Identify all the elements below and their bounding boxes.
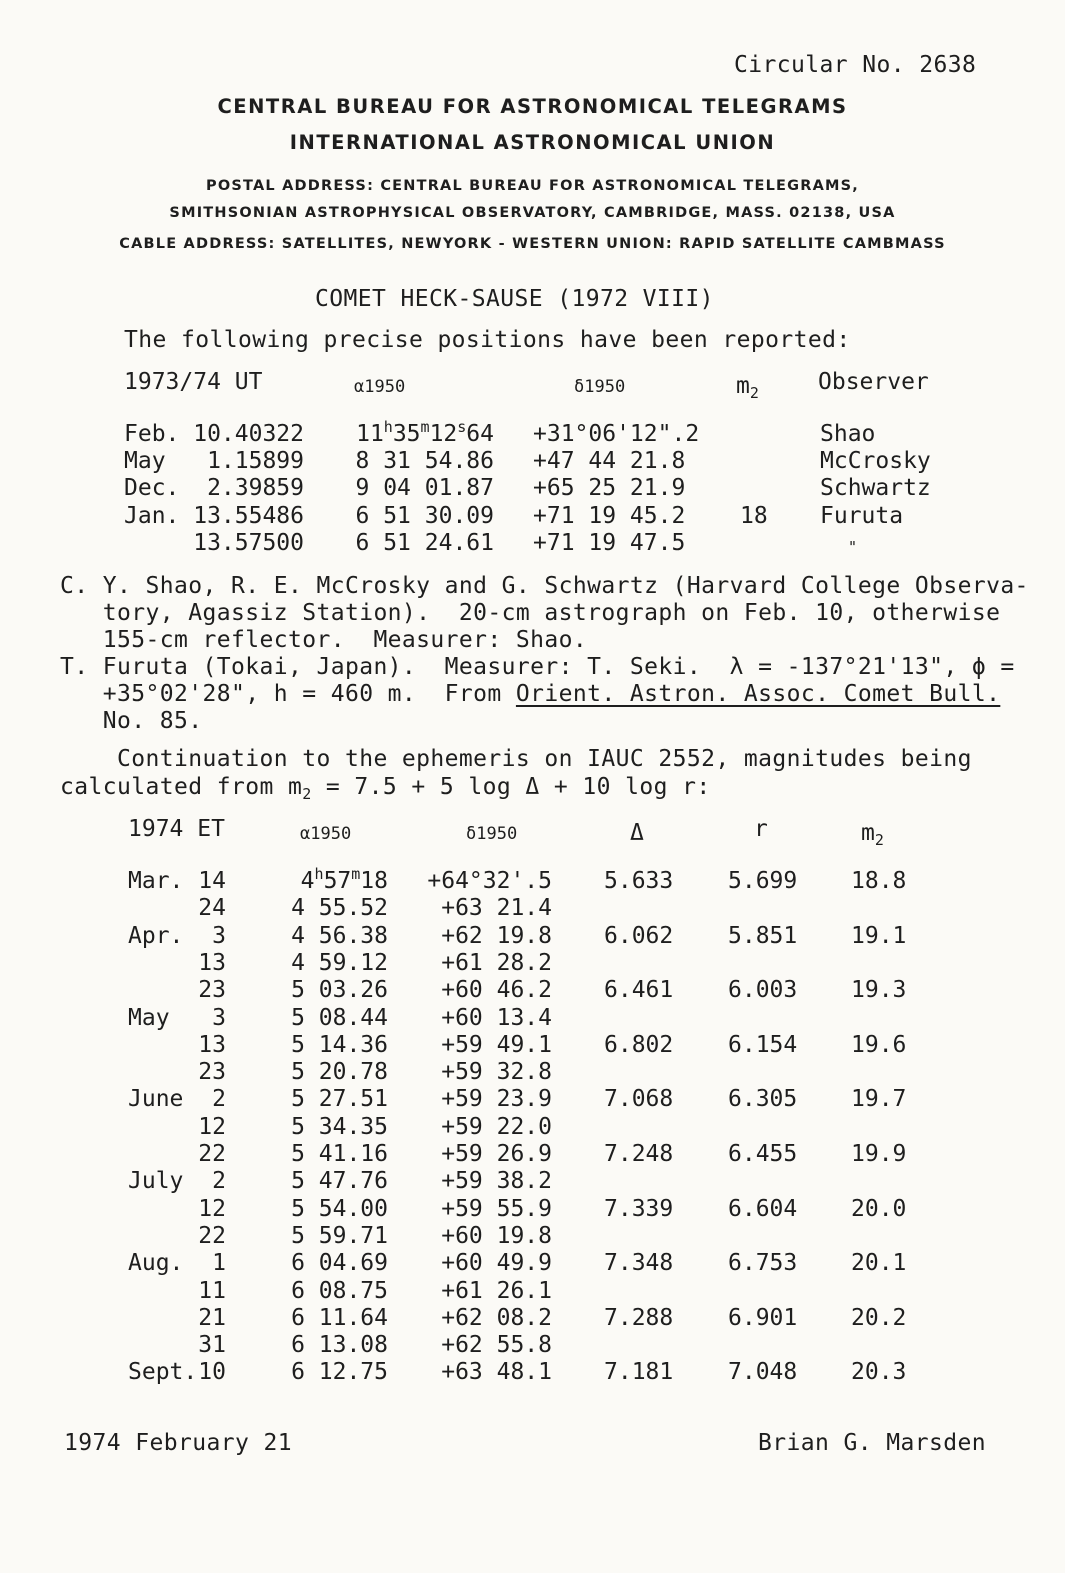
position-ra: 9 04 01.87 [355, 475, 494, 501]
eph-header-et: 1974 ET [128, 816, 225, 842]
note-shao-line1: C. Y. Shao, R. E. McCrosky and G. Schwartz (Harvard College Observa- [60, 573, 1029, 599]
ephemeris-day: 13 [198, 1032, 226, 1058]
cable-address: CABLE ADDRESS: SATELLITES, NEWYORK - WESTERN UNION: RAPID SATELLITE CAMBMASS [119, 236, 946, 252]
ephemeris-mag: 19.9 [851, 1141, 907, 1167]
ephemeris-dec: +62 19.8 [441, 923, 552, 949]
position-date-month: Dec. [124, 475, 180, 501]
ephemeris-delta: 7.339 [604, 1196, 674, 1222]
ephemeris-ra: 5 54.00 [291, 1196, 388, 1222]
ephemeris-day: 12 [198, 1196, 226, 1222]
ephemeris-ra: 5 03.26 [291, 977, 388, 1003]
eph-header-dec: δ1950 [466, 824, 518, 844]
ephemeris-delta: 6.062 [604, 923, 674, 949]
union-title: INTERNATIONAL ASTRONOMICAL UNION [289, 131, 776, 154]
ephemeris-day: 21 [198, 1305, 226, 1331]
continuation-line1: Continuation to the ephemeris on IAUC 2552, magnitudes being [60, 746, 972, 772]
ephemeris-month: July [128, 1168, 184, 1194]
ephemeris-ra: 6 04.69 [291, 1250, 388, 1276]
position-observer: Furuta [820, 503, 904, 529]
ephemeris-ra: 4$^h$57$^m$18 [300, 865, 388, 894]
position-ra: 6 51 30.09 [355, 503, 494, 529]
ephemeris-delta: 6.802 [604, 1032, 674, 1058]
ephemeris-day: 2 [212, 1168, 226, 1194]
ephemeris-r: 5.699 [728, 868, 798, 894]
ephemeris-ra: 5 34.35 [291, 1114, 388, 1140]
ephemeris-dec: +64°32'.5 [427, 868, 552, 894]
ephemeris-ra: 6 12.75 [291, 1359, 388, 1385]
ephemeris-dec: +59 55.9 [441, 1196, 552, 1222]
ephemeris-dec: +60 46.2 [441, 977, 552, 1003]
ephemeris-delta: 7.248 [604, 1141, 674, 1167]
ephemeris-r: 6.753 [728, 1250, 798, 1276]
position-observer: " [848, 538, 858, 556]
position-date-month: Jan. [124, 503, 180, 529]
ephemeris-ra: 5 59.71 [291, 1223, 388, 1249]
position-dec: +71 19 45.2 [533, 503, 686, 529]
ephemeris-day: 2 [212, 1086, 226, 1112]
ephemeris-dec: +63 21.4 [441, 895, 552, 921]
ephemeris-dec: +60 13.4 [441, 1005, 552, 1031]
ephemeris-mag: 18.8 [851, 868, 907, 894]
ephemeris-r: 6.604 [728, 1196, 798, 1222]
position-ra: 8 31 54.86 [355, 448, 494, 474]
position-dec: +71 19 47.5 [533, 530, 686, 556]
note-shao-line3: 155-cm reflector. Measurer: Shao. [60, 627, 588, 653]
header-ut: 1973/74 UT [124, 369, 263, 395]
ephemeris-ra: 4 55.52 [291, 895, 388, 921]
eph-header-r: r [754, 816, 768, 842]
eph-header-ra: α1950 [300, 824, 352, 844]
ephemeris-dec: +63 48.1 [441, 1359, 552, 1385]
ephemeris-dec: +59 22.0 [441, 1114, 552, 1140]
continuation-text-b: = 7.5 + 5 log Δ + 10 log r: [311, 774, 711, 800]
note-shao-line2: tory, Agassiz Station). 20-cm astrograph on Feb. 10, otherwise [60, 600, 1001, 626]
position-mag: 18 [740, 503, 768, 529]
ephemeris-dec: +61 26.1 [441, 1278, 552, 1304]
ephemeris-dec: +60 19.8 [441, 1223, 552, 1249]
ephemeris-delta: 7.068 [604, 1086, 674, 1112]
ephemeris-day: 11 [198, 1278, 226, 1304]
intro-text: The following precise positions have been reported: [124, 327, 851, 353]
ephemeris-r: 6.003 [728, 977, 798, 1003]
ephemeris-delta: 5.633 [604, 868, 674, 894]
position-dec: +31°06'12".2 [533, 421, 700, 447]
ephemeris-mag: 19.7 [851, 1086, 907, 1112]
ephemeris-delta: 7.288 [604, 1305, 674, 1331]
ephemeris-ra: 6 13.08 [291, 1332, 388, 1358]
ephemeris-dec: +59 32.8 [441, 1059, 552, 1085]
ephemeris-dec: +59 23.9 [441, 1086, 552, 1112]
ephemeris-day: 31 [198, 1332, 226, 1358]
position-dec: +65 25 21.9 [533, 475, 686, 501]
eph-header-delta: Δ [630, 820, 644, 846]
ephemeris-delta: 7.348 [604, 1250, 674, 1276]
ephemeris-dec: +61 28.2 [441, 950, 552, 976]
ephemeris-month: Apr. [128, 923, 184, 949]
ephemeris-dec: +62 08.2 [441, 1305, 552, 1331]
position-date-day: 2.39859 [207, 475, 304, 501]
footer-date: 1974 February 21 [64, 1430, 292, 1456]
note-reference-title: Orient. Astron. Assoc. Comet Bull. [515, 681, 1001, 707]
position-dec: +47 44 21.8 [533, 448, 686, 474]
ephemeris-ra: 5 47.76 [291, 1168, 388, 1194]
note-furuta-line3: No. 85. [60, 708, 203, 734]
ephemeris-ra: 5 27.51 [291, 1086, 388, 1112]
ephemeris-ra: 5 14.36 [291, 1032, 388, 1058]
position-date-day: 10.40322 [193, 421, 304, 447]
ephemeris-ra: 6 11.64 [291, 1305, 388, 1331]
ephemeris-day: 22 [198, 1141, 226, 1167]
position-date-month: Feb. [124, 421, 180, 447]
ephemeris-ra: 4 59.12 [291, 950, 388, 976]
ephemeris-day: 22 [198, 1223, 226, 1249]
ephemeris-dec: +62 55.8 [441, 1332, 552, 1358]
ephemeris-month: Mar. [128, 868, 184, 894]
position-date-day: 1.15899 [207, 448, 304, 474]
postal-address-line1: POSTAL ADDRESS: CENTRAL BUREAU FOR ASTRONOMICAL TELEGRAMS, [206, 178, 859, 194]
comet-title: COMET HECK-SAUSE (1972 VIII) [315, 286, 714, 312]
ephemeris-mag: 19.3 [851, 977, 907, 1003]
footer-author: Brian G. Marsden [758, 1430, 986, 1456]
header-observer: Observer [818, 369, 929, 395]
header-dec: δ1950 [574, 377, 626, 397]
position-ra: 11$^h$35$^m$12$^s$64 [356, 418, 494, 447]
continuation-text-a: calculated from m [60, 774, 303, 800]
position-ra: 6 51 24.61 [355, 530, 494, 556]
ephemeris-delta: 7.181 [604, 1359, 674, 1385]
ephemeris-dec: +60 49.9 [441, 1250, 552, 1276]
ephemeris-day: 12 [198, 1114, 226, 1140]
ephemeris-day: 13 [198, 950, 226, 976]
position-date-day: 13.55486 [193, 503, 304, 529]
eph-header-mag: $m_2$ [861, 820, 884, 849]
continuation-line2 [60, 774, 711, 803]
header-mag: $m_2$ [736, 373, 759, 402]
ephemeris-month: Aug. [128, 1250, 184, 1276]
ephemeris-day: 24 [198, 895, 226, 921]
postal-address-line2: SMITHSONIAN ASTROPHYSICAL OBSERVATORY, CAMBRIDGE, MASS. 02138, USA [169, 205, 896, 221]
ephemeris-r: 7.048 [728, 1359, 798, 1385]
position-observer: Schwartz [820, 475, 931, 501]
ephemeris-r: 6.455 [728, 1141, 798, 1167]
ephemeris-mag: 19.6 [851, 1032, 907, 1058]
circular-number: Circular No. 2638 [734, 52, 977, 78]
position-observer: McCrosky [820, 448, 931, 474]
note-furuta-line2: +35°02'28", h = 460 m. From Orient. Astron. Assoc. Comet Bull. [60, 681, 1001, 707]
header-ra: α1950 [354, 377, 406, 397]
ephemeris-r: 5.851 [728, 923, 798, 949]
ephemeris-dec: +59 38.2 [441, 1168, 552, 1194]
position-date-month: May [124, 448, 166, 474]
ephemeris-month: Sept. [128, 1359, 198, 1385]
ephemeris-mag: 20.1 [851, 1250, 907, 1276]
ephemeris-day: 23 [198, 1059, 226, 1085]
note-furuta-line1: T. Furuta (Tokai, Japan). Measurer: T. Seki. λ = -137°21'13", ϕ = [60, 654, 1015, 680]
ephemeris-r: 6.305 [728, 1086, 798, 1112]
ephemeris-dec: +59 49.1 [441, 1032, 552, 1058]
ephemeris-day: 3 [212, 1005, 226, 1031]
ephemeris-dec: +59 26.9 [441, 1141, 552, 1167]
ephemeris-mag: 20.2 [851, 1305, 907, 1331]
ephemeris-r: 6.901 [728, 1305, 798, 1331]
ephemeris-month: June [128, 1086, 184, 1112]
ephemeris-day: 1 [212, 1250, 226, 1276]
bureau-title: CENTRAL BUREAU FOR ASTRONOMICAL TELEGRAMS [217, 95, 848, 118]
ephemeris-ra: 5 08.44 [291, 1005, 388, 1031]
ephemeris-r: 6.154 [728, 1032, 798, 1058]
ephemeris-mag: 20.3 [851, 1359, 907, 1385]
ephemeris-ra: 5 41.16 [291, 1141, 388, 1167]
ephemeris-mag: 19.1 [851, 923, 907, 949]
ephemeris-day: 23 [198, 977, 226, 1003]
ephemeris-delta: 6.461 [604, 977, 674, 1003]
ephemeris-day: 14 [198, 868, 226, 894]
ephemeris-ra: 4 56.38 [291, 923, 388, 949]
ephemeris-mag: 20.0 [851, 1196, 907, 1222]
ephemeris-month: May [128, 1005, 170, 1031]
ephemeris-ra: 6 08.75 [291, 1278, 388, 1304]
ephemeris-day: 10 [198, 1359, 226, 1385]
position-observer: Shao [820, 421, 876, 447]
position-date-day: 13.57500 [193, 530, 304, 556]
continuation-subscript: 2 [302, 785, 312, 803]
ephemeris-ra: 5 20.78 [291, 1059, 388, 1085]
ephemeris-day: 3 [212, 923, 226, 949]
